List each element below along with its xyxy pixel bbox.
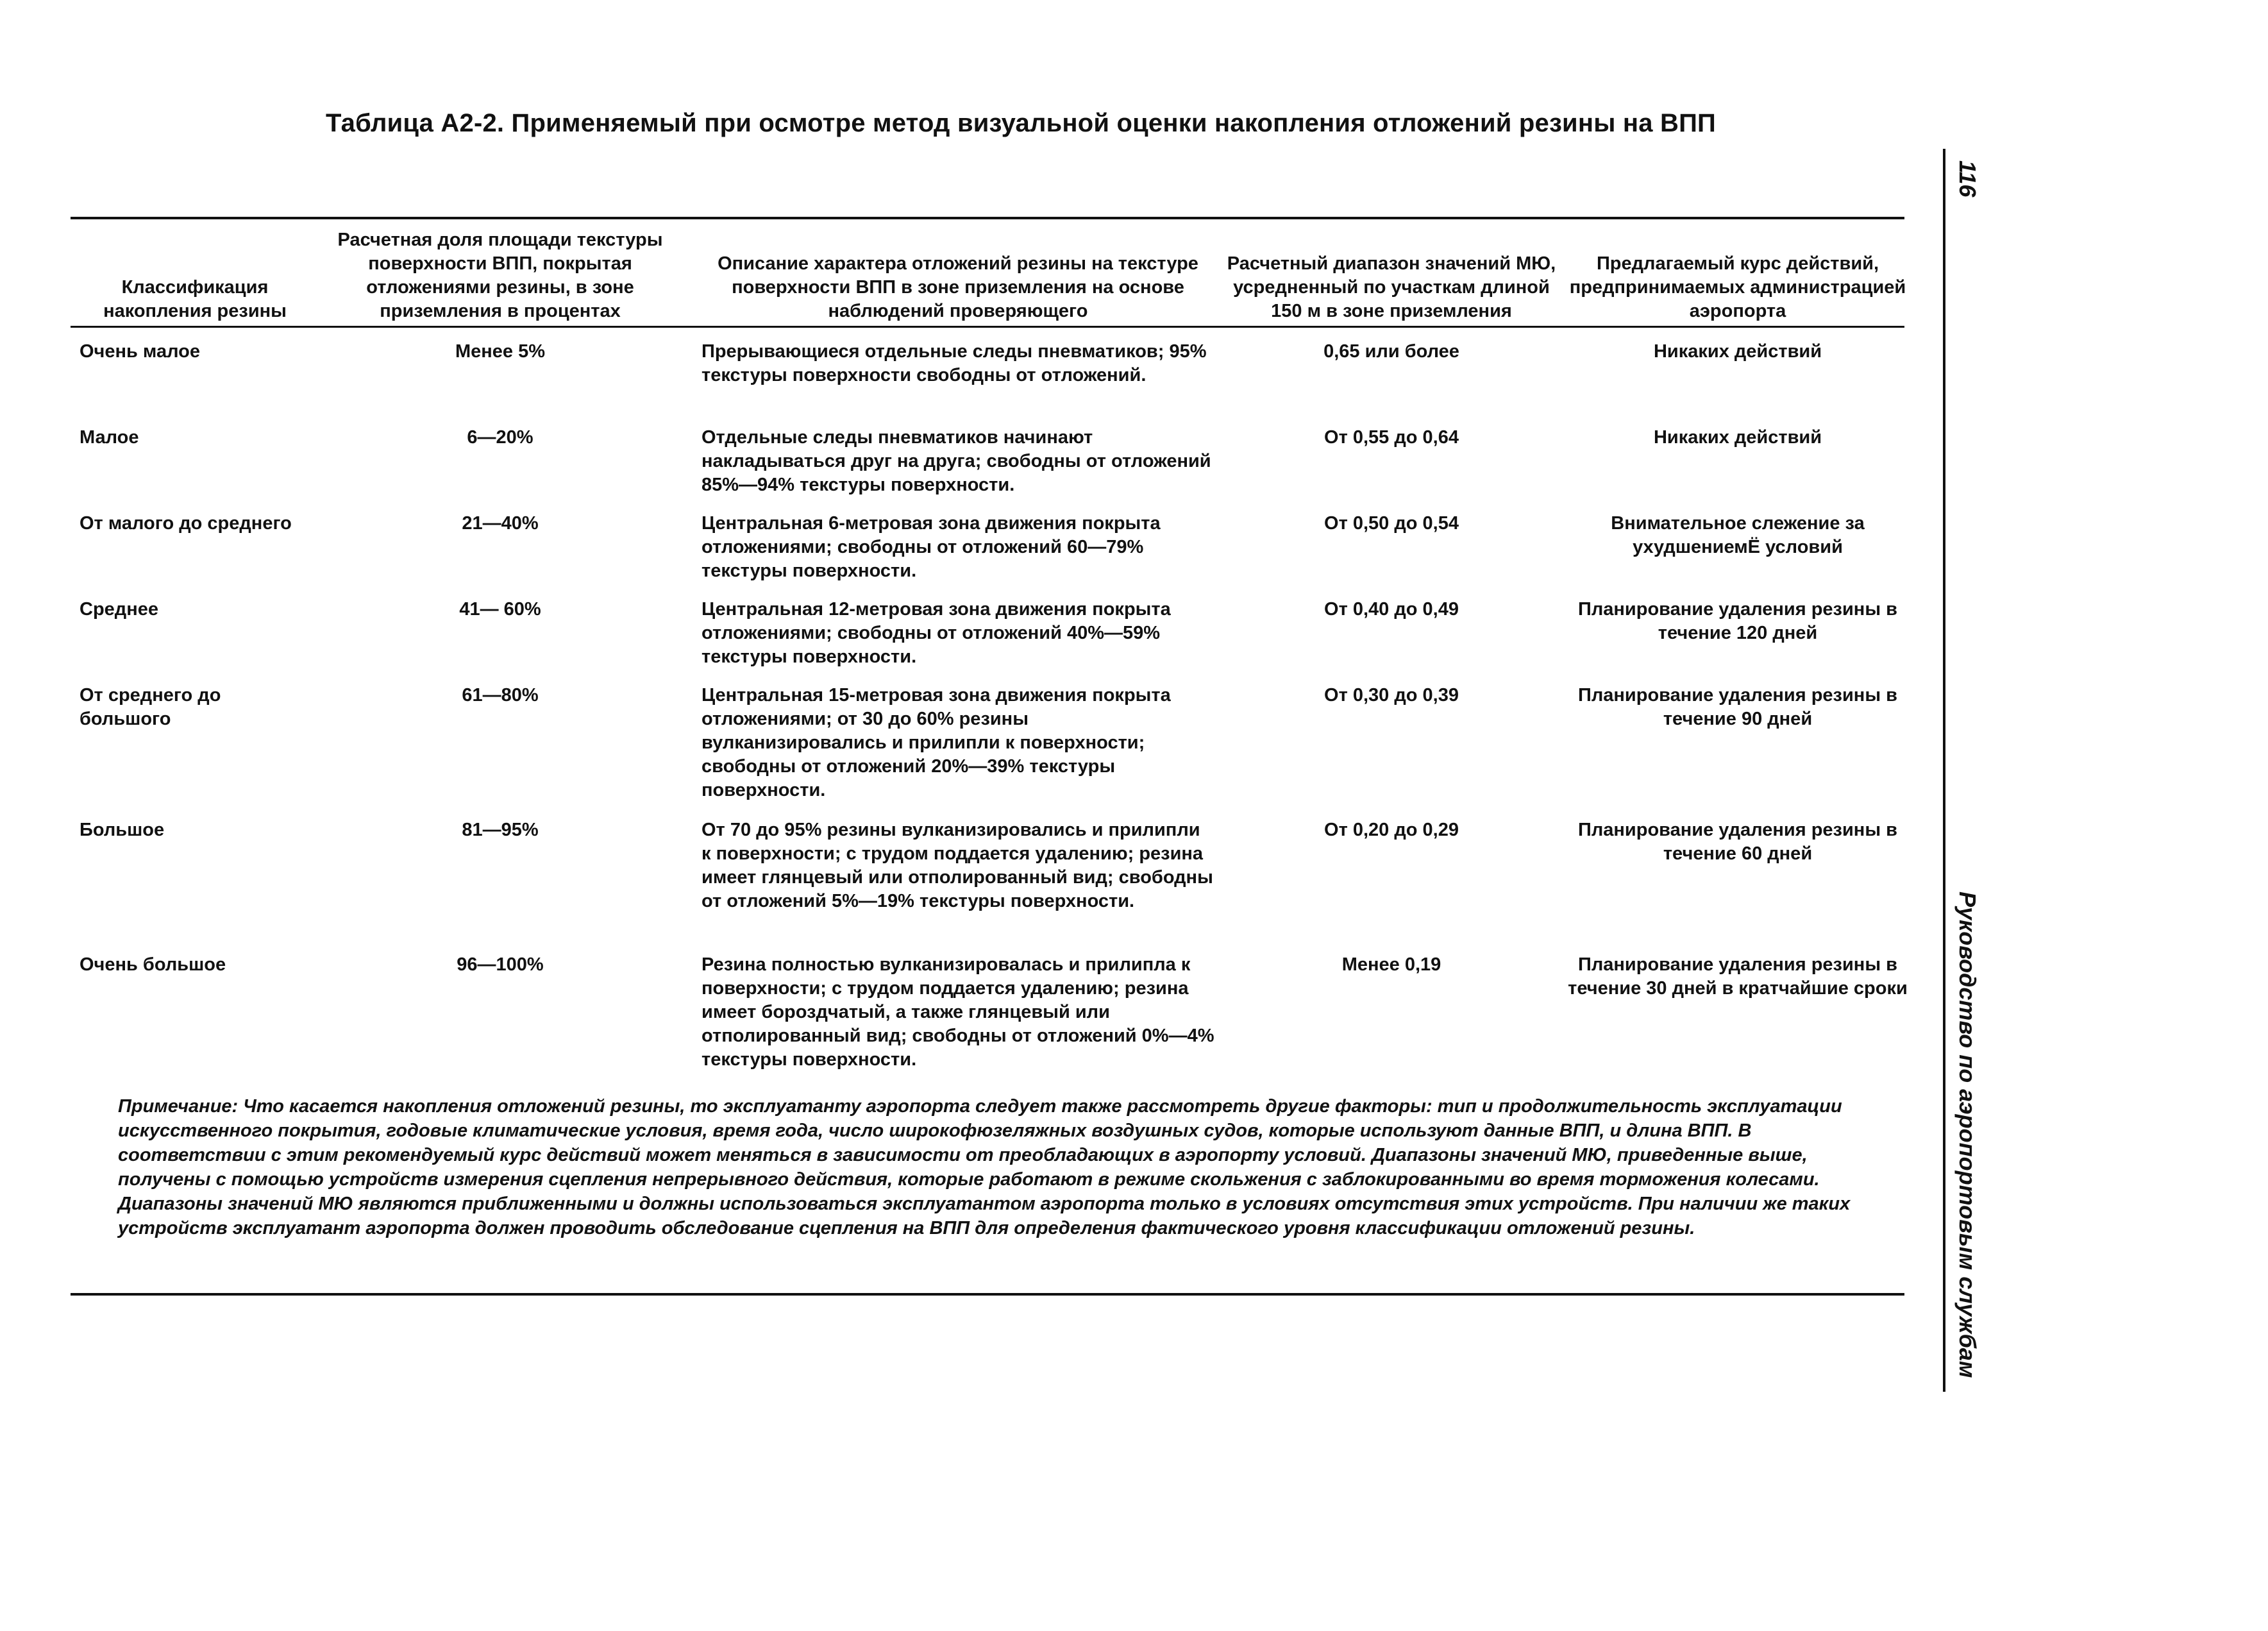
cell-mu-range: 0,65 или более [1323,341,1459,362]
cell-description: Центральная 15-метровая зона движения покрыта отложениями; от 30 до 60% резины вулканизировались и прилипли к поверхности; свободны от отложений 20%—39% текстуры поверхности. [701,685,1171,800]
header-action: Предлагаемый курс действий, предпринимаемых администрацией аэропорта [1569,253,1906,321]
cell-classification: Малое [80,427,139,448]
cell-action: Планирование удаления резины в течение 60 дней [1578,820,1897,864]
cell-description: Отдельные следы пневматиков начинают накладываться друг на друга; свободны от отложений 85%—94% текстуры поверхности. [701,427,1211,495]
cell-mu-range: От 0,50 до 0,54 [1324,513,1459,534]
cell-action: Внимательное слежение за ухудшениемЁ условий [1611,513,1865,557]
header-coverage: Расчетная доля площади текстуры поверхности ВПП, покрытая отложениями резины, в зоне приземления в процентах [337,230,663,321]
cell-coverage: 41— 60% [459,599,541,620]
cell-description: Прерывающиеся отдельные следы пневматиков; 95% текстуры поверхности свободны от отложений. [701,341,1207,385]
cell-coverage: 6—20% [467,427,533,448]
cell-description: Резина полностью вулканизировалась и прилипла к поверхности; с трудом поддается удалению; резина имеет бороздчатый, а также глянцевый или отполированный вид; свободны от отложений 0%—4% текстуры поверхности. [701,954,1214,1070]
cell-action: Никаких действий [1653,341,1822,362]
page-number: 116 [1954,160,1981,198]
cell-coverage: 61—80% [462,685,539,706]
cell-coverage: 21—40% [462,513,539,534]
cell-classification: Очень малое [80,341,201,362]
cell-classification: Среднее [80,599,158,620]
cell-action: Планирование удаления резины в течение 90 дней [1578,685,1897,729]
header-classification: Классификация накопления резины [103,277,287,321]
cell-classification: От малого до среднего [80,513,292,534]
cell-mu-range: От 0,55 до 0,64 [1324,427,1459,448]
cell-mu-range: От 0,40 до 0,49 [1324,599,1459,620]
cell-coverage: 96—100% [457,954,544,975]
header-mu-range: Расчетный диапазон значений МЮ, усредненный по участкам длиной 150 м в зоне приземления [1227,253,1556,321]
running-title: Руководство по аэропортовым службам [1954,892,1981,1378]
header-description: Описание характера отложений резины на текстуре поверхности ВПП в зоне приземления на основе наблюдений проверяющего [718,253,1198,321]
cell-action: Планирование удаления резины в течение 120 дней [1578,599,1897,643]
table-top-rule [71,217,1904,219]
cell-action: Никаких действий [1653,427,1822,448]
cell-description: Центральная 12-метровая зона движения покрыта отложениями; свободны от отложений 40%—59% текстуры поверхности. [701,599,1171,667]
cell-description: Центральная 6-метровая зона движения покрыта отложениями; свободны от отложений 60—79% текстуры поверхности. [701,513,1161,581]
cell-coverage: Менее 5% [455,341,546,362]
table-note: Примечание: Что касается накопления отложений резины, то эксплуатанту аэропорта следует также рассмотреть другие факторы: тип и продолжительность эксплуатации искусственного покрытия, годовые климатические условия, время года, число широкофюзеляжных воздушных судов, которые используют данные ВПП, и длина ВПП. В соответствии с этим рекомендуемый курс действий может меняться в зависимости от преобладающих в аэропорту условий. Диапазоны значений МЮ, приведенные выше, получены с помощью устройств измерения сцепления непрерывного действия, которые работают в режиме скольжения с заблокированными во время торможения колесами. Диапазоны значений МЮ являются приближенными и должны использоваться эксплуатантом аэропорта только в условиях отсутствия этих устройств. При наличии же таких устройств эксплуатант аэропорта должен проводить обследование сцепления на ВПП для определения фактического уровня классификации отложений резины. [118,1096,1851,1238]
cell-classification: Очень большое [80,954,226,975]
cell-classification: От среднего до большого [80,685,221,729]
cell-mu-range: Менее 0,19 [1341,954,1441,975]
cell-mu-range: От 0,20 до 0,29 [1324,820,1459,840]
cell-mu-range: От 0,30 до 0,39 [1324,685,1459,706]
table-bottom-rule [71,1293,1904,1296]
cell-description: От 70 до 95% резины вулканизировались и прилипли к поверхности; с трудом поддается удалению; резина имеет глянцевый или отполированный вид; свободны от отложений 5%—19% текстуры поверхности. [701,820,1213,911]
table-header-rule [71,326,1904,328]
cell-classification: Большое [80,820,165,840]
table-title: Таблица А2-2. Применяемый при осмотре метод визуальной оценки накопления отложений резины на ВПП [326,109,1716,137]
cell-coverage: 81—95% [462,820,539,840]
side-rule [1943,149,1945,1392]
cell-action: Планирование удаления резины в течение 30 дней в кратчайшие сроки [1568,954,1908,999]
